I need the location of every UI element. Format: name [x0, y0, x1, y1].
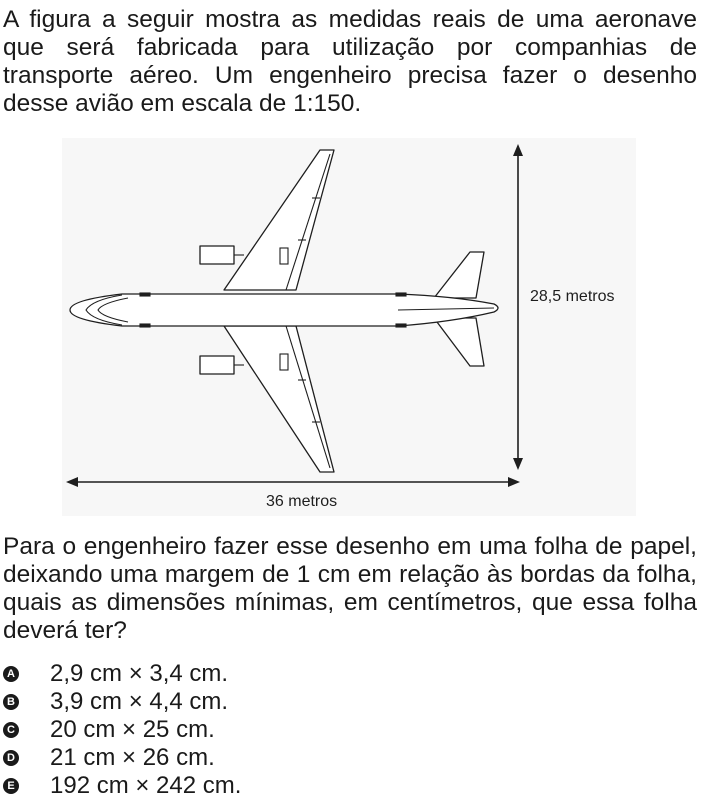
airplane-figure	[62, 138, 636, 516]
alternative-a[interactable]	[3, 660, 241, 688]
alternative-b-text: 3,9 cm × 4,4 cm.	[50, 688, 229, 715]
alternative-a-text: 2,9 cm × 3,4 cm.	[50, 660, 229, 687]
width-label: 36 metros	[266, 493, 338, 510]
question-prompt: Para o engenheiro fazer esse desenho em uma folha de papel, deixando uma margem de 1 cm em relação às bordas da folha, quais as dimensões mínimas, em centímetros, que essa folha deverá ter?	[3, 533, 697, 644]
letter-b-badge: B	[3, 694, 19, 710]
letter-d-badge: D	[3, 750, 19, 766]
alternative-c[interactable]	[3, 716, 241, 744]
height-label: 28,5 metros	[530, 288, 615, 305]
alternative-c-text: 20 cm × 25 cm.	[50, 716, 215, 743]
alternative-e[interactable]	[3, 772, 241, 800]
alternative-e-text: 192 cm × 242 cm.	[50, 772, 242, 799]
alternative-d[interactable]	[3, 744, 241, 772]
question-intro: A figura a seguir mostra as medidas reais de uma aeronave que será fabricada para utilização por companhias de transporte aéreo. Um engenheiro precisa fazer o desenho desse avião em escala de 1:150.	[3, 6, 697, 117]
letter-a-badge: A	[3, 666, 19, 682]
alternative-d-text: 21 cm × 26 cm.	[50, 744, 215, 771]
alternative-b[interactable]	[3, 688, 241, 716]
letter-c-badge: C	[3, 722, 19, 738]
letter-e-badge: E	[3, 778, 19, 794]
alternatives-list	[3, 660, 241, 800]
